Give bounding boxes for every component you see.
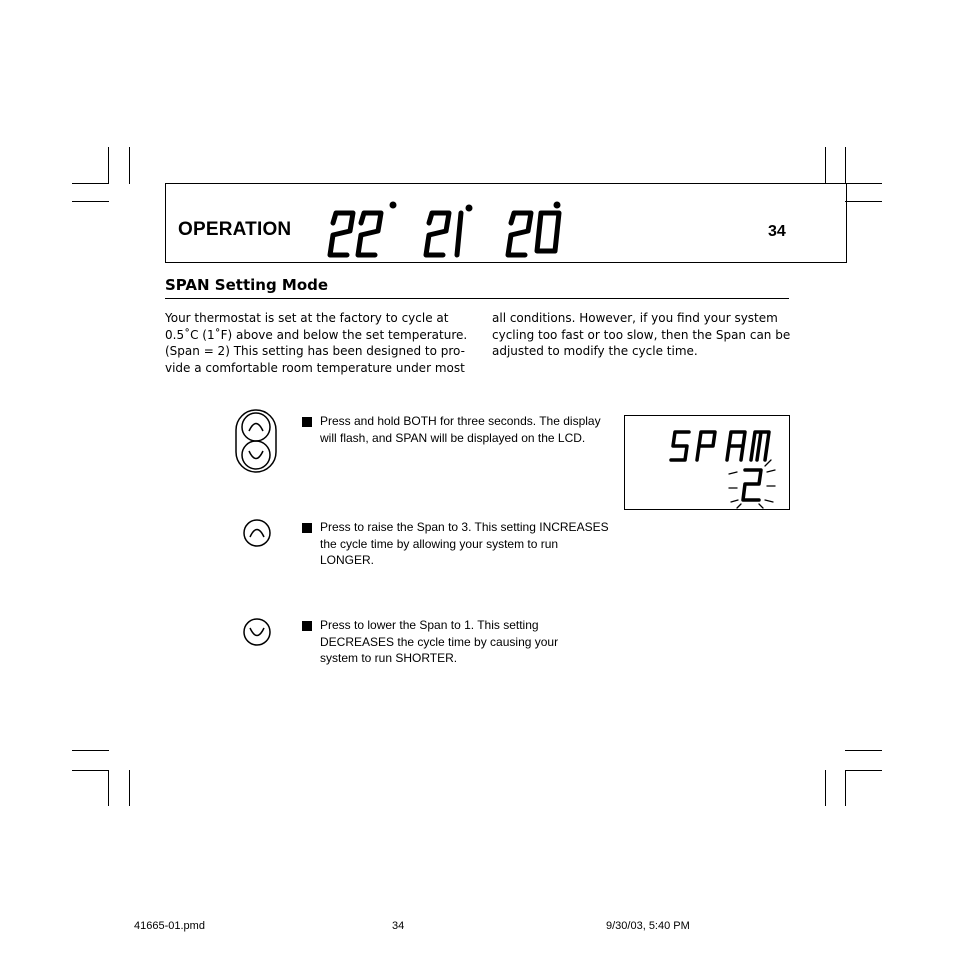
lcd-digit-2-icon — [743, 470, 761, 500]
intro-left-column — [165, 310, 467, 376]
flash-mark-icon — [731, 500, 738, 502]
up-down-button-pair-icon — [234, 408, 278, 474]
text-line: will flash, and SPAN will be displayed on the LCD. — [320, 430, 586, 445]
down-button-icon — [242, 617, 272, 647]
digit-1-icon — [457, 213, 461, 255]
temperature-digits-graphic — [325, 195, 575, 263]
text-line: all conditions. However, if you find your system — [492, 311, 778, 325]
up-button-icon — [242, 518, 272, 548]
lcd-letter-a-icon — [727, 432, 745, 460]
text-line: cycling too fast or too slow, then the Span can be — [492, 327, 791, 342]
text-line: Your thermostat is set at the factory to cycle at — [165, 311, 449, 325]
degree-icon — [554, 202, 561, 209]
digit-2-icon — [358, 213, 381, 255]
bullet-icon — [302, 417, 312, 427]
text-line: vide a comfortable room temperature under most — [165, 360, 465, 375]
degree-icon — [466, 205, 473, 212]
page-title: OPERATION — [178, 219, 292, 240]
text-line: 0.5˚C (1˚F) above and below the set temperature. — [165, 327, 468, 342]
flash-mark-icon — [767, 470, 775, 472]
lcd-span-readout — [625, 416, 789, 509]
text-line: Press to raise the Span to 3. This setting INCREASES — [320, 520, 609, 534]
step-1-text — [320, 413, 601, 446]
lcd-display — [624, 415, 790, 510]
flash-mark-icon — [729, 472, 737, 474]
text-line: DECREASES the cycle time by causing your — [320, 634, 559, 649]
step-2-text — [320, 519, 609, 569]
step-3-text — [320, 617, 558, 667]
footer-timestamp: 9/30/03, 5:40 PM — [606, 920, 690, 932]
section-divider — [165, 298, 789, 299]
digit-2-icon — [330, 213, 353, 255]
lcd-letter-s-icon — [671, 432, 689, 460]
degree-icon — [390, 202, 397, 209]
footer-page: 34 — [392, 920, 405, 932]
text-line: Press to lower the Span to 1. This setting — [320, 618, 539, 632]
digit-2-icon — [508, 213, 531, 255]
flash-mark-icon — [765, 500, 773, 502]
text-line: the cycle time by allowing your system to run — [320, 536, 559, 551]
text-line: system to run SHORTER. — [320, 651, 458, 665]
flash-mark-icon — [759, 504, 763, 508]
flash-mark-icon — [737, 504, 741, 508]
section-title: SPAN Setting Mode — [165, 276, 329, 294]
footer-filename: 41665-01.pmd — [134, 920, 205, 932]
lcd-letter-n-icon — [751, 432, 769, 460]
page-number: 34 — [768, 223, 786, 240]
digit-0-icon — [537, 213, 559, 251]
text-line: (Span = 2) This setting has been designed to pro- — [165, 344, 465, 358]
lcd-letter-p-icon — [697, 432, 715, 460]
text-line: LONGER. — [320, 553, 375, 567]
text-line: Press and hold BOTH for three seconds. The display — [320, 414, 601, 428]
text-line: adjusted to modify the cycle time. — [492, 344, 698, 358]
digit-2-icon — [426, 213, 449, 255]
bullet-icon — [302, 523, 312, 533]
intro-right-column — [492, 310, 790, 360]
bullet-icon — [302, 621, 312, 631]
